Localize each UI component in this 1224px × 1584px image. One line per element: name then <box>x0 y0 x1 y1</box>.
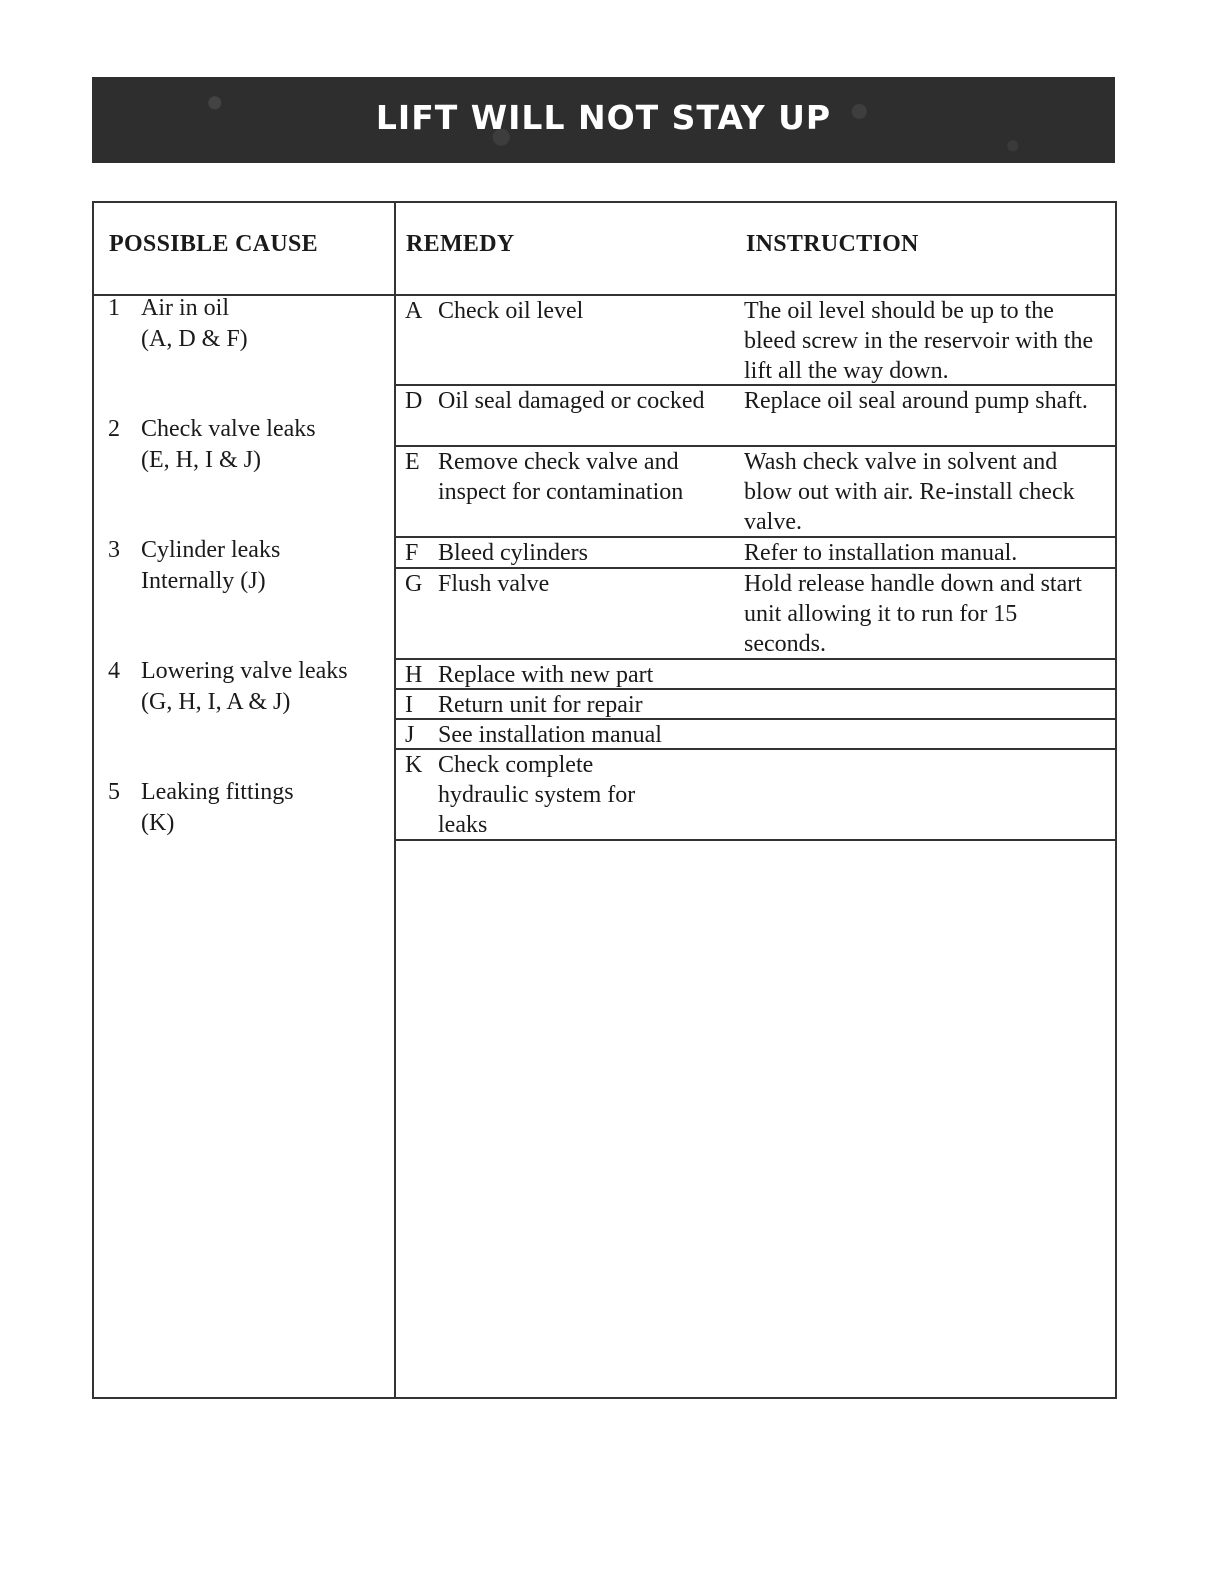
remedy-row <box>396 660 1115 690</box>
remedy-code: F <box>405 540 419 566</box>
remedy-instruction: The oil level should be up to the bleed screw in the reservoir with the lift all the way down. <box>744 298 1094 384</box>
cause-text: Lowering valve leaks <box>141 658 348 684</box>
remedy-instruction <box>744 660 1115 688</box>
cause-refs: (K) <box>141 810 175 836</box>
remedy-text: Flush valve <box>438 571 550 597</box>
remedy-row <box>396 720 1115 750</box>
remedy-instruction: Replace oil seal around pump shaft. <box>744 388 1088 414</box>
cause-number: 2 <box>108 416 120 442</box>
remedy-text: Check complete hydraulic system for leaks <box>438 752 636 838</box>
remedy-code: H <box>405 662 423 688</box>
remedy-text: Oil seal damaged or cocked <box>438 388 705 414</box>
remedy-instruction: Wash check valve in solvent and blow out with air. Re-install check valve. <box>744 449 1075 535</box>
cause-item <box>108 414 316 476</box>
page-title: LIFT WILL NOT STAY UP <box>375 97 832 137</box>
remedy-row <box>396 296 1115 386</box>
remedy-instruction: Hold release handle down and start unit allowing it to run for 15 seconds. <box>744 571 1082 657</box>
troubleshooting-table <box>92 201 1117 1399</box>
cause-number: 3 <box>108 537 120 563</box>
remedy-code: G <box>405 571 423 597</box>
remedy-code: E <box>405 449 420 475</box>
remedy-code: I <box>405 692 413 718</box>
cause-refs: (E, H, I & J) <box>141 447 261 473</box>
cause-text: Cylinder leaks <box>141 537 281 563</box>
remedy-text: Return unit for repair <box>438 692 643 718</box>
title-banner <box>92 77 1115 163</box>
cause-number: 5 <box>108 779 120 805</box>
remedy-code: K <box>405 752 423 778</box>
remedy-row <box>396 750 1115 841</box>
cause-number: 4 <box>108 658 120 684</box>
remedy-instruction <box>744 690 1115 718</box>
remedy-text: Bleed cylinders <box>438 540 588 566</box>
remedy-row <box>396 386 1115 447</box>
cause-refs: (G, H, I, A & J) <box>141 689 291 715</box>
remedy-text: Remove check valve and inspect for contamination <box>438 449 684 505</box>
remedy-text: Check oil level <box>438 298 584 324</box>
remedy-text: Replace with new part <box>438 662 654 688</box>
cause-item <box>108 535 280 597</box>
remedy-code: A <box>405 298 423 324</box>
cause-item <box>108 777 294 839</box>
cause-number: 1 <box>108 295 120 321</box>
cause-item <box>108 656 348 718</box>
cause-text: Check valve leaks <box>141 416 316 442</box>
remedy-instruction: Refer to installation manual. <box>744 540 1018 566</box>
remedy-text: See installation manual <box>438 722 662 748</box>
remedy-code: D <box>405 388 423 414</box>
header-possible-cause: POSSIBLE CAUSE <box>109 231 318 257</box>
remedy-code: J <box>405 722 415 748</box>
remedy-row <box>396 447 1115 538</box>
remedy-row <box>396 690 1115 720</box>
remedy-row <box>396 569 1115 660</box>
remedy-instruction <box>744 720 1115 748</box>
cause-refs: Internally (J) <box>141 568 266 594</box>
cause-text: Leaking fittings <box>141 779 294 805</box>
header-remedy: REMEDY <box>406 231 515 257</box>
cause-item <box>108 293 248 355</box>
cause-text: Air in oil <box>141 295 229 321</box>
remedy-list <box>396 296 1115 841</box>
remedy-instruction <box>688 750 1115 839</box>
remedy-row <box>396 538 1115 569</box>
header-instruction: INSTRUCTION <box>746 231 919 257</box>
cause-refs: (A, D & F) <box>141 326 248 352</box>
